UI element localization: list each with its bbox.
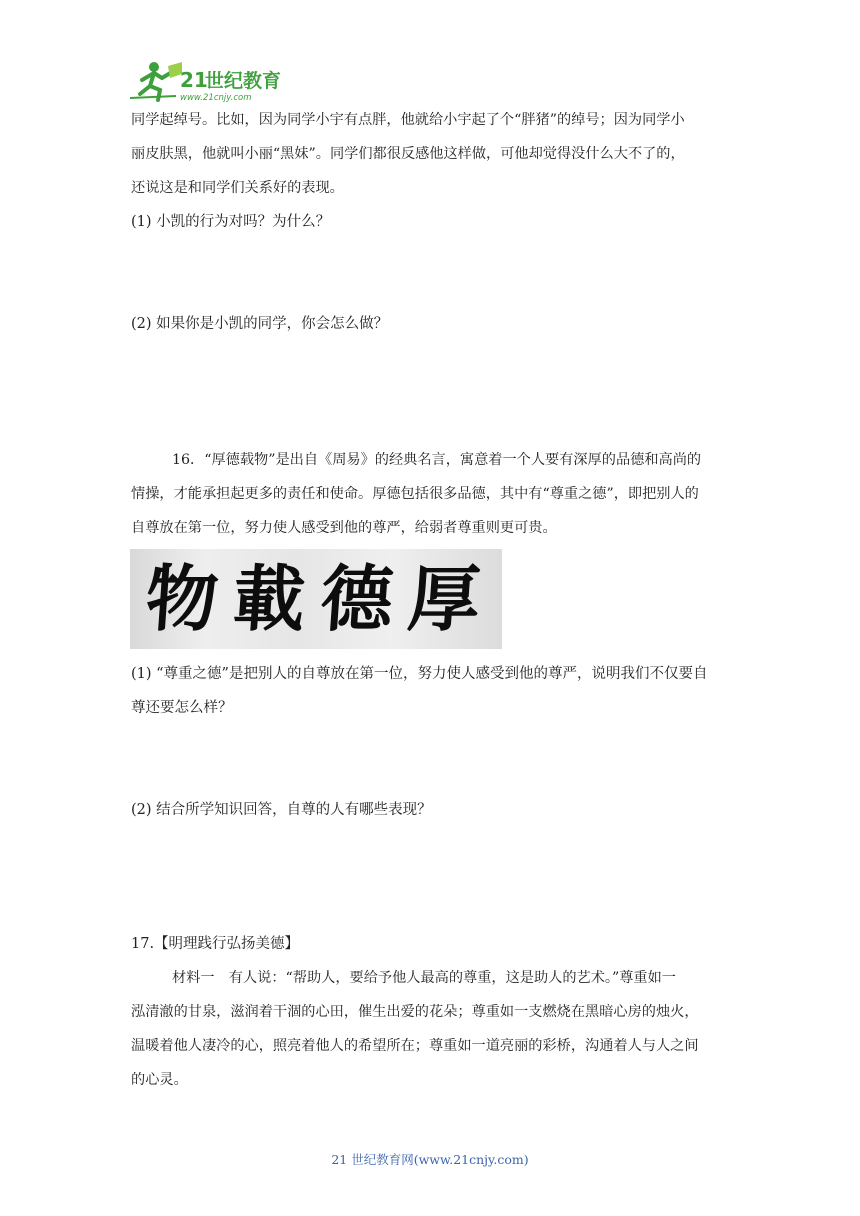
q16-line-2: 情操，才能承担起更多的责任和使命。厚德包括很多品德，其中有“尊重之德”，即把别人的 — [131, 486, 699, 502]
q15-sub-question-1: (1) 小凯的行为对吗？为什么？ — [131, 214, 331, 230]
site-logo — [128, 58, 303, 104]
q16-line-1: 16．“厚德载物”是出自《周易》的经典名言，寓意着一个人要有深厚的品德和高尚的 — [172, 452, 702, 468]
q16-line-3: 自尊放在第一位，努力使人感受到他的尊严，给弱者尊重则更可贵。 — [131, 520, 557, 536]
page-footer: 21 世纪教育网(www.21cnjy.com) — [331, 1152, 529, 1167]
logo-number: 21 — [180, 68, 208, 92]
q15-line-3: 还说这是和同学们关系好的表现。 — [131, 180, 344, 196]
calligraphy-char: 厚 — [405, 556, 484, 641]
calligraphy-char: 載 — [230, 556, 309, 641]
calligraphy-characters — [138, 555, 488, 643]
q17-line-1: 材料一 有人说：“帮助人，要给予他人最高的尊重，这是助人的艺术。”尊重如一 — [172, 970, 676, 986]
q17-line-2: 泓清澈的甘泉，滋润着干涸的心田，催生出爱的花朵；尊重如一支燃烧在黑暗心房的烛火， — [131, 1004, 699, 1020]
logo-text: 世纪教育 — [205, 70, 282, 92]
q15-sub-question-2: (2) 如果你是小凯的同学，你会怎么做？ — [131, 316, 389, 332]
q16-sub-question-1-line-1: (1) “尊重之德”是把别人的自尊放在第一位，努力使人感受到他的尊严，说明我们不仅要自 — [131, 666, 708, 682]
calligraphy-char: 德 — [317, 556, 396, 641]
q16-sub-question-1-line-2: 尊还要怎么样？ — [131, 700, 233, 716]
calligraphy-char: 物 — [142, 556, 221, 641]
q16-sub-question-2: (2) 结合所学知识回答，自尊的人有哪些表现？ — [131, 802, 432, 818]
q17-title: 17.【明理践行弘扬美德】 — [131, 936, 300, 952]
logo-url: www.21cnjy.com — [180, 93, 252, 103]
q17-line-3: 温暖着他人凄冷的心，照亮着他人的希望所在；尊重如一道亮丽的彩桥，沟通着人与人之间 — [131, 1038, 699, 1054]
q15-line-2: 丽皮肤黑，他就叫小丽“黑妹”。同学们都很反感他这样做，可他却觉得没什么大不了的， — [131, 146, 685, 162]
calligraphy-image — [130, 549, 502, 649]
q15-line-1: 同学起绰号。比如，因为同学小宇有点胖，他就给小宇起了个“胖猪”的绰号；因为同学小 — [131, 112, 685, 128]
runner-logo-icon — [128, 58, 303, 104]
q17-line-4: 的心灵。 — [131, 1072, 188, 1088]
